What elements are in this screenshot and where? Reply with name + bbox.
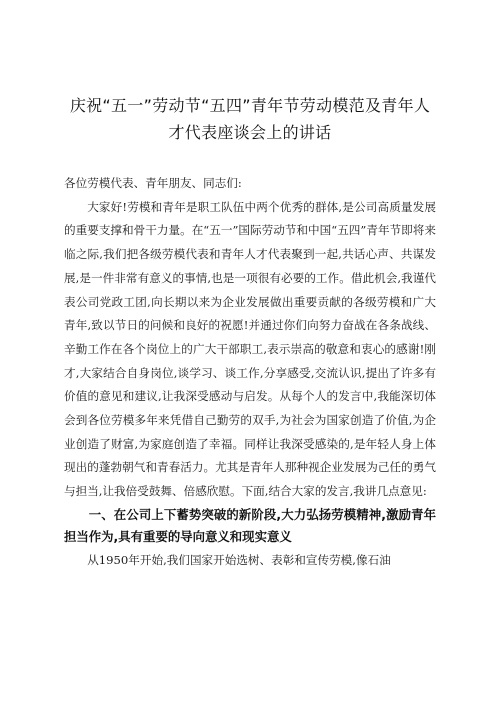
paragraph-opening: 大家好!劳模和青年是职工队伍中两个优秀的群体,是公司高质量发展的重要支撑和骨干力量。在“五一”国际劳动节和中国“五四”青年节即将来临之际,我们把各级劳模代表和青年人才代表聚到一起,共话心声、共谋发展,是一件非常有意义的事情,也是一项很有必要的工作。借此机会,我谨代表公司党政工团,向长期以来为企业发展做出重要贡献的各级劳模和广大青年,致以节日的问候和良好的祝愿!并通过你们向努力奋战在各条战线、辛勤工作在各个岗位上的广大干部职工,表示崇高的敬意和衷心的感谢!刚才,大家结合自身岗位,谈学习、谈工作,分享感受,交流认识,提出了许多有价值的意见和建议,让我深受感动与启发。从每个人的发言中,我能深切体会到各位劳模多年来凭借自己勤劳的双手,为社会为国家创造了价值,为企业创造了财富,为家庭创造了幸福。同样让我深受感染的,是年轻人身上体现出的蓬勃朝气和青春活力。尤其是青年人那种视企业发展为己任的勇气与担当,让我倍受鼓舞、倍感欣慰。下面,结合大家的发言,我讲几点意见: xyxy=(64,199,436,499)
document-body xyxy=(64,172,436,573)
salutation: 各位劳模代表、青年朋友、同志们: xyxy=(64,176,242,190)
title-line-2: 才代表座谈会上的讲话 xyxy=(168,123,332,142)
title-line-1: 庆祝“五一”劳动节“五四”青年节劳动模范及青年人 xyxy=(69,96,431,115)
section-heading-1: 一、在公司上下蓄势突破的新阶段,大力弘扬劳模精神,激励青年担当作为,具有重要的导向意义和现实意义 xyxy=(64,506,436,545)
document-title xyxy=(60,92,440,146)
paragraph-section-1: 从1950年开始,我们国家开始选树、表彰和宣传劳模,像石油 xyxy=(87,552,391,567)
